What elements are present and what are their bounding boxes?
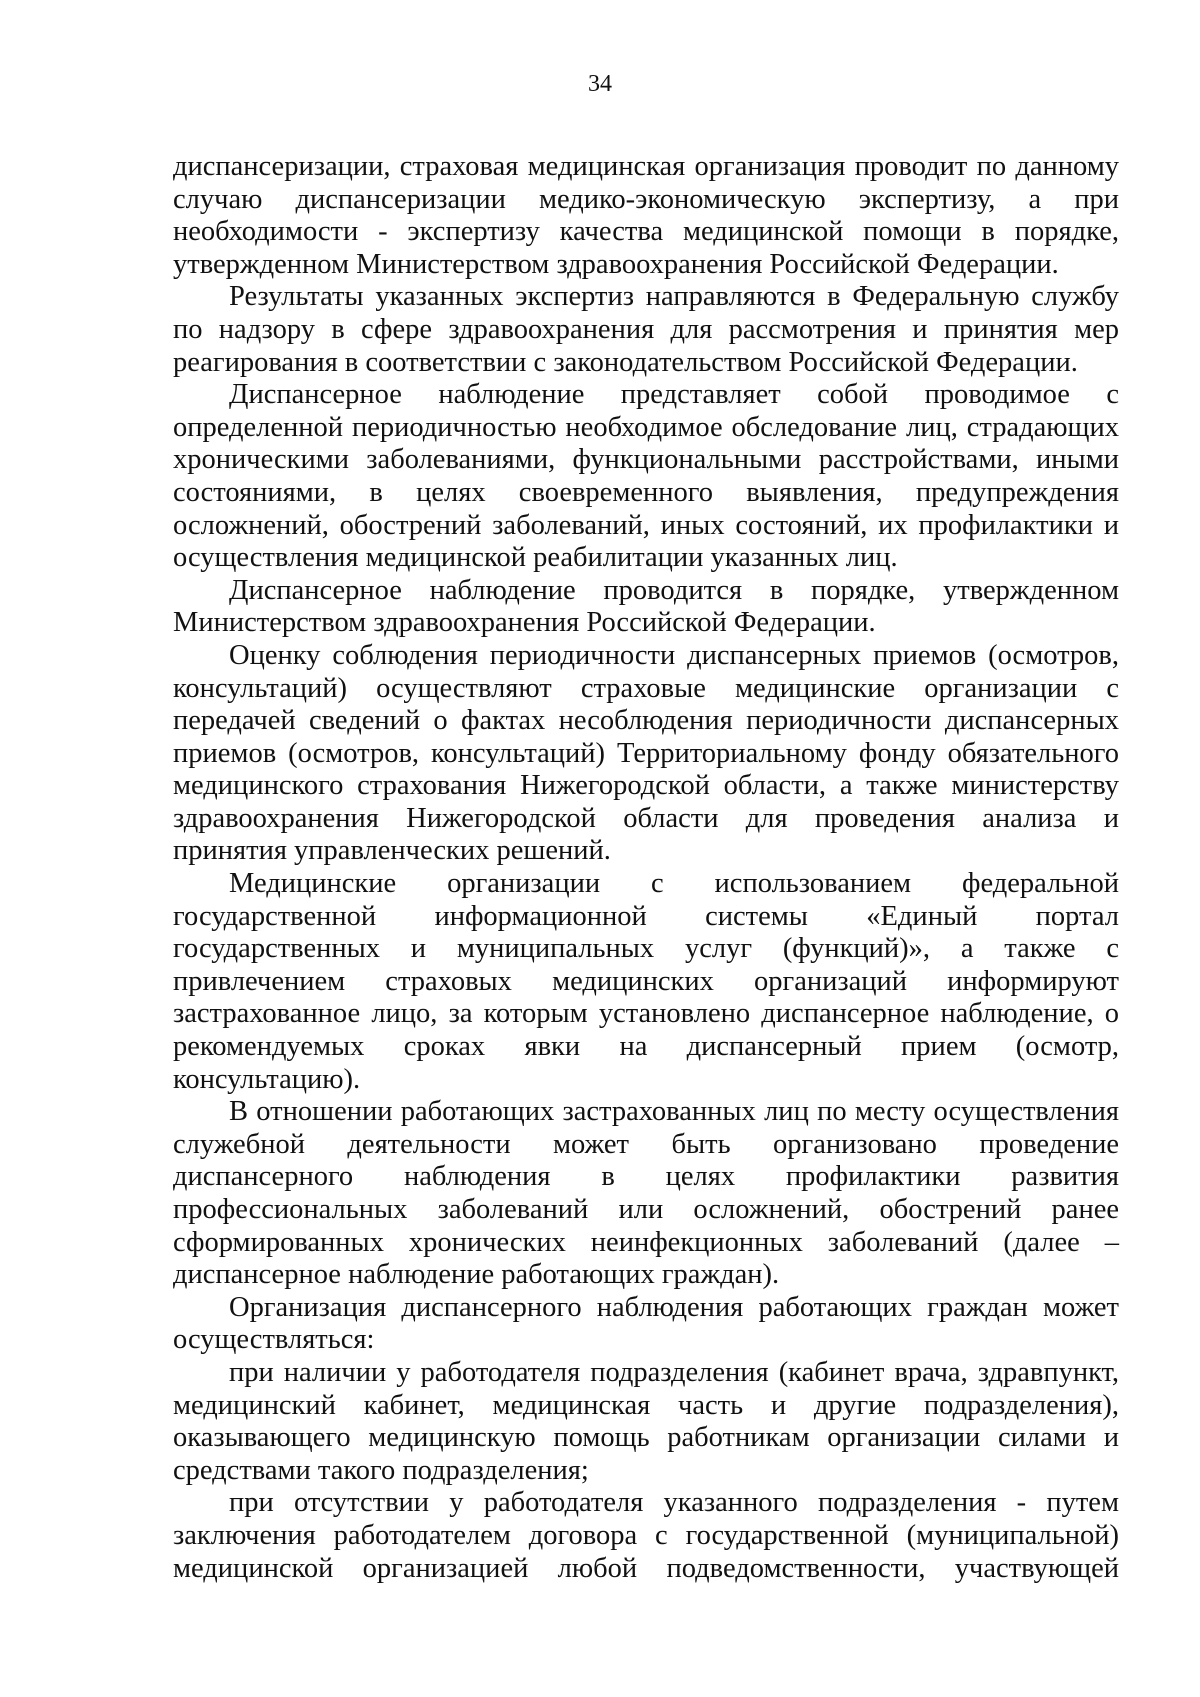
paragraph-2: Результаты указанных экспертиз направляются в Федеральную службу по надзору в сфере здравоохранения для рассмотрения и принятия мер реагирования в соответствии с законодательством Российской Федерации. [173,281,1119,378]
paragraph-8: Организация диспансерного наблюдения работающих граждан может осуществляться: [173,1291,1119,1356]
paragraph-7: В отношении работающих застрахованных лиц по месту осуществления служебной деятельности может быть организовано проведение диспансерного наблюдения в целях профилактики развития профессиональных заболеваний или осложнений, обострений ранее сформированных хронических неинфекционных заболеваний (далее – диспансерное наблюдение работающих граждан). [173,1096,1119,1291]
paragraph-4: Диспансерное наблюдение проводится в порядке, утвержденном Министерством здравоохранения Российской Федерации. [173,574,1119,639]
paragraph-5: Оценку соблюдения периодичности диспансерных приемов (осмотров, консультаций) осуществляют страховые медицинские организации с передачей сведений о фактах несоблюдения периодичности диспансерных приемов (осмотров, консультаций) Территориальному фонду обязательного медицинского страхования Нижегородской области, а также министерству здравоохранения Нижегородской области для проведения анализа и принятия управленческих решений. [173,639,1119,867]
paragraph-6: Медицинские организации с использованием федеральной государственной информационной системы «Единый портал государственных и муниципальных услуг (функций)», а также с привлечением страховых медицинских организаций информируют застрахованное лицо, за которым установлено диспансерное наблюдение, о рекомендуемых сроках явки на диспансерный прием (осмотр, консультацию). [173,868,1119,1095]
document-body [173,151,1119,1585]
paragraph-3: Диспансерное наблюдение представляет собой проводимое с определенной периодичностью необходимое обследование лиц, страдающих хроническими заболеваниями, функциональными расстройствами, иными состояниями, в целях своевременного выявления, предупреждения осложнений, обострений заболеваний, иных состояний, их профилактики и осуществления медицинской реабилитации указанных лиц. [173,379,1119,574]
paragraph-10: при отсутствии у работодателя указанного подразделения - путем заключения работодателем договора с государственной (муниципальной) медицинской организацией любой подведомственности, участвующей [173,1487,1119,1584]
paragraph-9: при наличии у работодателя подразделения (кабинет врача, здравпункт, медицинский кабинет, медицинская часть и другие подразделения), оказывающего медицинскую помощь работникам организации силами и средствами такого подразделения; [173,1356,1119,1486]
paragraph-1: диспансеризации, страховая медицинская организация проводит по данному случаю диспансеризации медико-экономическую экспертизу, а при необходимости - экспертизу качества медицинской помощи в порядке, утвержденном Министерством здравоохранения Российской Федерации. [173,151,1119,280]
page-number: 34 [588,71,612,97]
